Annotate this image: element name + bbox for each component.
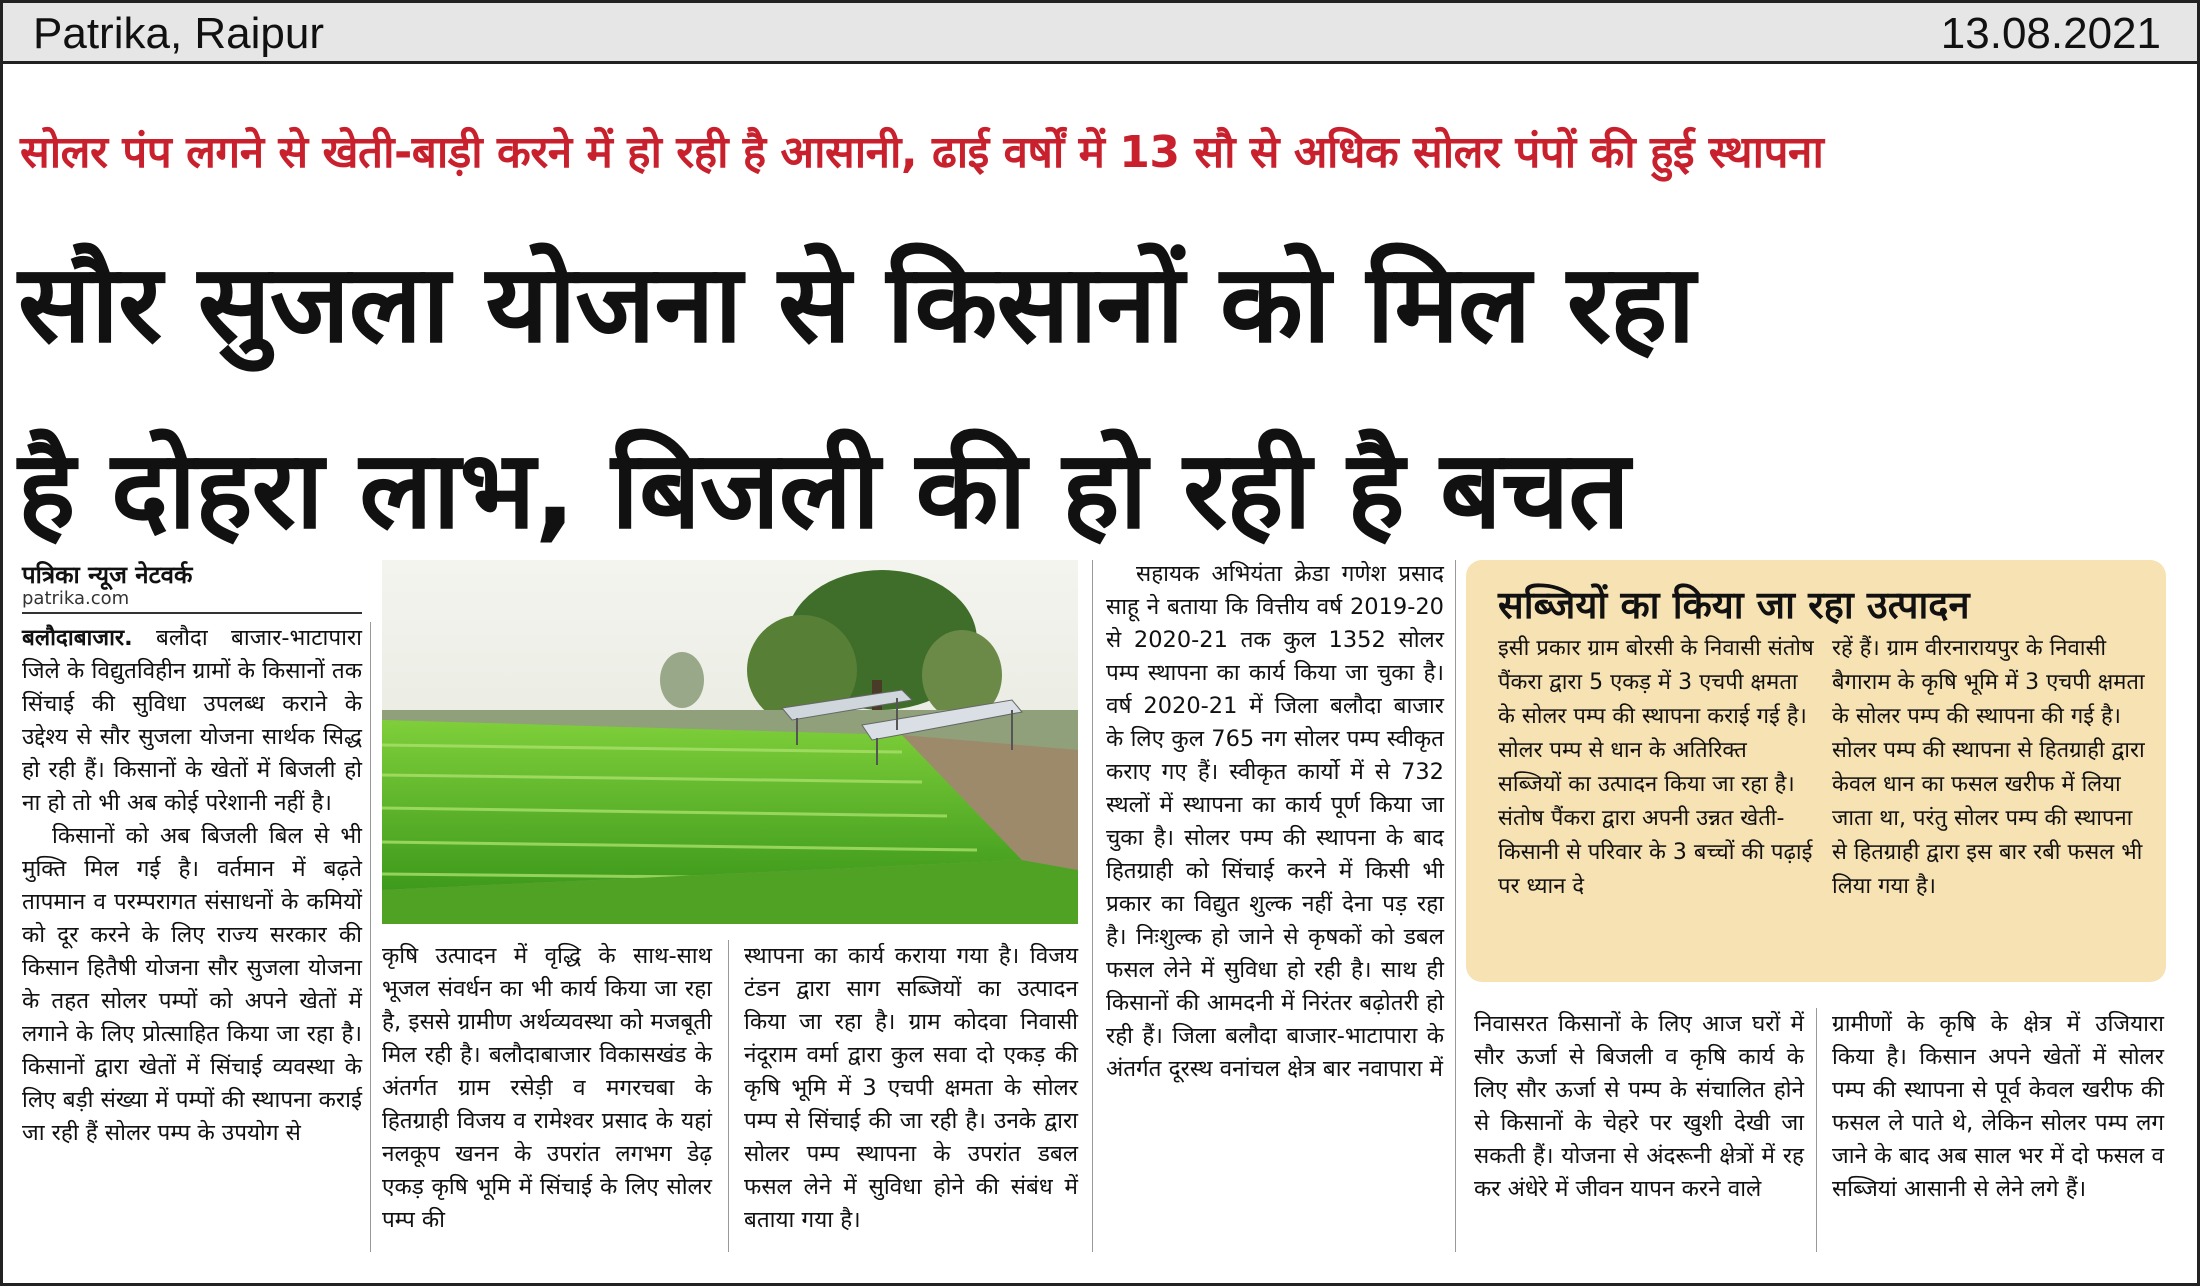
main-headline (18, 212, 2198, 584)
sidebar-column-2 (1832, 632, 2148, 904)
column-5-text: निवासरत किसानों के लिए आज घरों में सौर ऊर्जा से बिजली व कृषि कार्य के लिए सौर ऊर्जा से पम्प के संचालित होने से किसानों के चेहरे पर खुशी देखी जा सकती हैं। योजना से अंदरूनी क्षेत्रों में रह कर अंधेरे में जीवन यापन करने वाले (1474, 1011, 1804, 1202)
article-column-1 (22, 622, 362, 1150)
dateline: बलौदाबाजार. (22, 625, 133, 651)
column-1-paragraph-2: किसानों को अब बिजली बिल से भी मुक्ति मिल गई है। वर्तमान में बढ़ते तापमान व परम्परागत संसाधनों के कमियों को दूर करने के लिए राज्य सरकार की किसान हितैषी योजना सौर सुजला योजना के तहत सोलर पम्पों को अपने खेतों में लगाने के लिए प्रोत्साहित किया जा रहा है। किसानों द्वारा खेतों में सिंचाई व्यवस्था के लिए बड़ी संख्या में पम्पों की स्थापना कराई जा रही हैं सोलर पम्प के उपयोग से (22, 823, 362, 1146)
column-1-paragraph-1: बलौदा बाजार-भाटापारा जिले के विद्युतविहीन ग्रामों के किसानों तक सिंचाई की सुविधा उपलब्ध कराने के उद्देश्य से सौर सुजला योजना सार्थक सिद्ध हो रही हैं। किसानों के खेतों में बिजली हो ना हो तो भी अब कोई परेशानी नहीं है। (22, 625, 362, 816)
column-divider (1816, 1008, 1817, 1252)
sidebar-column-1 (1498, 632, 1816, 904)
column-divider (370, 622, 371, 1252)
article-column-6 (1832, 1008, 2164, 1206)
article-photo-solar-pump-field (382, 560, 1078, 924)
kicker-headline: सोलर पंप लगने से खेती-बाड़ी करने में हो रही है आसानी, ढाई वर्षों में 13 सौ से अधिक सोलर पंपों की हुई स्थापना (20, 127, 1824, 178)
column-6-text: ग्रामीणों के कृषि के क्षेत्र में उजियारा किया है। किसान अपने खेतों में सोलर पम्प की स्थापना से पूर्व केवल खरीफ की फसल ले पाते थे, लेकिन सोलर पम्प लग जाने के बाद अब साल भर में दो फसल व सब्जियां आसानी से लेने लगे हैं। (1832, 1011, 2164, 1202)
column-3-text: स्थापना का कार्य कराया गया है। विजय टंडन द्वारा साग सब्जियों का उत्पादन किया जा रहा है। ग्राम कोदवा निवासी नंदूराम वर्मा द्वारा कुल सवा दो एकड़ की कृषि भूमि में 3 एचपी क्षमता के सोलर पम्प से सिंचाई की जा रही है। उनके द्वारा सोलर पम्प स्थापना के उपरांत डबल फसल लेने में सुविधा होने की संबंध में बताया गया है। (744, 943, 1078, 1233)
column-4-text: सहायक अभियंता क्रेडा गणेश प्रसाद साहू ने बताया कि वित्तीय वर्ष 2019-20 से 2020-21 तक कुल 1352 सोलर पम्प स्थापना का कार्य किया जा चुका है। वर्ष 2020-21 में जिला बलौदा बाजार के लिए कुल 765 नग सोलर पम्प स्वीकृत कराए गए हैं। स्वीकृत कार्यो में से 732 स्थलों में स्थापना का कार्य पूर्ण किया जा चुका है। सोलर पम्प की स्थापना के बाद हितग्राही को सिंचाई करने में किसी भी प्रकार का विद्युत शुल्क नहीं देना पड़ रहा है। निःशुल्क हो जाने से कृषकों को डबल फसल लेने में सुविधा हो रही है। साथ ही किसानों की आमदनी में निरंतर बढ़ोतरी हो रही हैं। जिला बलौदा बाजार-भाटापारा के अंतर्गत दूरस्थ वनांचल क्षेत्र बार नवापारा में (1106, 561, 1444, 1082)
sidebar-title: सब्जियों का किया जा रहा उत्पादन (1498, 583, 1970, 627)
column-divider (728, 940, 729, 1252)
article-column-3 (744, 940, 1078, 1237)
sidebar-column-2-text: रहें हैं। ग्राम वीरनारायपुर के निवासी बैगाराम के कृषि भूमि में 3 एचपी क्षमता के सोलर पम्प की स्थापना की गई है। सोलर पम्प की स्थापना से हितग्राही द्वारा केवल धान का फसल खरीफ में लिया जाता था, परंतु सोलर पम्प की स्थापना से हितग्राही द्वारा इस बार रबी फसल भी लिया गया है। (1832, 636, 2145, 899)
byline-divider (22, 612, 362, 614)
publication-name: Patrika, Raipur (33, 9, 325, 58)
article-column-5 (1474, 1008, 1804, 1206)
column-2-text: कृषि उत्पादन में वृद्धि के साथ-साथ भूजल संवर्धन का भी कार्य किया जा रहा है, इससे ग्रामीण अर्थव्यवस्था को मजबूती मिल रही है। बलौदाबाजार विकासखंड के अंतर्गत ग्राम रसेड़ी व मगरचबा के हितग्राही विजय व रामेश्वर प्रसाद के यहां नलकूप खनन के उपरांत लगभग डेढ़ एकड़ कृषि भूमि में सिंचाई के लिए सोलर पम्प की (382, 943, 712, 1233)
article-column-2 (382, 940, 712, 1237)
field-photo-illustration (382, 560, 1078, 924)
clipping-header (3, 3, 2197, 64)
article-column-4 (1106, 558, 1444, 1086)
headline-line-2: है दोहरा लाभ, बिजली की हो रही है बचत (18, 428, 1629, 553)
byline-website: patrika.com (22, 588, 130, 609)
column-divider (1092, 560, 1093, 1252)
byline: पत्रिका न्यूज नेटवर्क (22, 561, 193, 589)
sidebar-column-1-text: इसी प्रकार ग्राम बोरसी के निवासी संतोष पैंकरा द्वारा 5 एकड़ में 3 एचपी क्षमता के सोलर पम्प की स्थापना कराई गई है। सोलर पम्प से धान के अतिरिक्त सब्जियों का उत्पादन किया जा रहा है। संतोष पैंकरा द्वारा अपनी उन्नत खेती- किसानी से परिवार के 3 बच्चों की पढ़ाई पर ध्यान दे (1498, 636, 1814, 899)
column-divider (1455, 560, 1456, 1252)
headline-line-1: सौर सुजला योजना से किसानों को मिल रहा (18, 242, 1695, 367)
sidebar-box (1466, 560, 2166, 982)
publication-date: 13.08.2021 (1940, 9, 2161, 58)
